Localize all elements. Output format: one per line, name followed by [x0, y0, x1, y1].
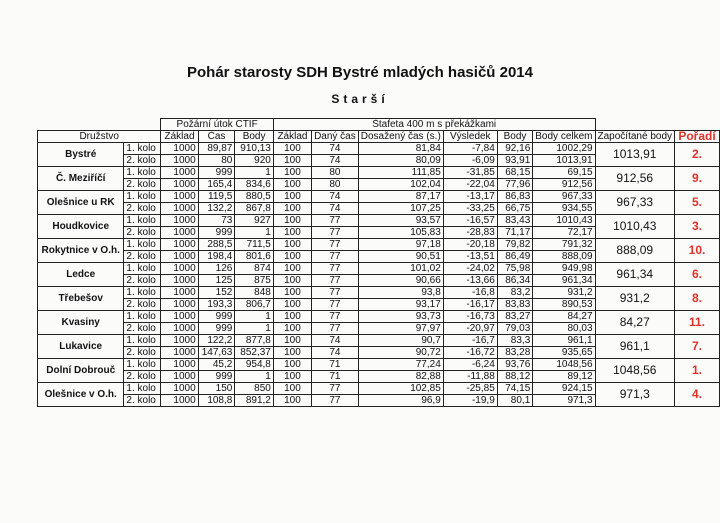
st-points-cell: 86,49: [497, 251, 533, 263]
st-points-cell: 86,34: [497, 275, 533, 287]
rank-cell: 5.: [675, 191, 720, 215]
total-points-cell: 961,1: [533, 335, 595, 347]
header-pu-base: Základ: [161, 131, 198, 143]
table-row: [38, 287, 720, 299]
st-achieved-time-cell: 90,66: [358, 275, 443, 287]
st-result-cell: -20,18: [443, 239, 497, 251]
pu-points-cell: 834,6: [235, 179, 274, 191]
pu-time-cell: 119,5: [198, 191, 235, 203]
pu-time-cell: 165,4: [198, 179, 235, 191]
pu-points-cell: 806,7: [235, 299, 274, 311]
pu-time-cell: 150: [198, 383, 235, 395]
st-achieved-time-cell: 101,02: [358, 263, 443, 275]
round-label: 2. kolo: [124, 395, 161, 407]
st-points-cell: 83,3: [497, 335, 533, 347]
st-achieved-time-cell: 90,51: [358, 251, 443, 263]
round-label: 1. kolo: [124, 263, 161, 275]
st-given-time-cell: 77: [312, 299, 359, 311]
team-name: Olešnice v O.h.: [38, 383, 124, 407]
st-given-time-cell: 77: [312, 251, 359, 263]
st-achieved-time-cell: 105,83: [358, 227, 443, 239]
counted-points-cell: 967,33: [595, 191, 675, 215]
pu-points-cell: 1: [235, 323, 274, 335]
round-label: 2. kolo: [124, 275, 161, 287]
pu-points-cell: 801,6: [235, 251, 274, 263]
st-achieved-time-cell: 93,17: [358, 299, 443, 311]
pu-base-cell: 1000: [161, 299, 198, 311]
st-result-cell: -16,72: [443, 347, 497, 359]
header-rank: Pořadí: [675, 131, 720, 143]
total-points-cell: 1002,29: [533, 143, 595, 155]
st-given-time-cell: 80: [312, 167, 359, 179]
round-label: 1. kolo: [124, 287, 161, 299]
st-points-cell: 83,2: [497, 287, 533, 299]
total-points-cell: 80,03: [533, 323, 595, 335]
table-row: [38, 263, 720, 275]
counted-points-cell: 888,09: [595, 239, 675, 263]
pu-base-cell: 1000: [161, 383, 198, 395]
round-label: 1. kolo: [124, 311, 161, 323]
st-points-cell: 83,43: [497, 215, 533, 227]
pu-time-cell: 999: [198, 167, 235, 179]
st-base-cell: 100: [273, 311, 311, 323]
round-label: 2. kolo: [124, 347, 161, 359]
pu-time-cell: 126: [198, 263, 235, 275]
table-row: [38, 215, 720, 227]
pu-points-cell: 852,37: [235, 347, 274, 359]
counted-points-cell: 1010,43: [595, 215, 675, 239]
st-base-cell: 100: [273, 155, 311, 167]
pu-time-cell: 193,3: [198, 299, 235, 311]
st-points-cell: 83,83: [497, 299, 533, 311]
pu-time-cell: 999: [198, 227, 235, 239]
counted-points-cell: 931,2: [595, 287, 675, 311]
st-given-time-cell: 71: [312, 371, 359, 383]
pu-time-cell: 89,87: [198, 143, 235, 155]
pu-time-cell: 999: [198, 323, 235, 335]
total-points-cell: 961,34: [533, 275, 595, 287]
pu-base-cell: 1000: [161, 311, 198, 323]
st-points-cell: 79,03: [497, 323, 533, 335]
round-label: 2. kolo: [124, 179, 161, 191]
st-base-cell: 100: [273, 299, 311, 311]
st-result-cell: -16,73: [443, 311, 497, 323]
category-subtitle: Starší: [331, 92, 389, 106]
table-row: [38, 383, 720, 395]
st-achieved-time-cell: 96,9: [358, 395, 443, 407]
round-label: 1. kolo: [124, 143, 161, 155]
st-achieved-time-cell: 77,24: [358, 359, 443, 371]
team-name: Bystré: [38, 143, 124, 167]
st-base-cell: 100: [273, 335, 311, 347]
st-achieved-time-cell: 97,97: [358, 323, 443, 335]
st-base-cell: 100: [273, 215, 311, 227]
pu-base-cell: 1000: [161, 227, 198, 239]
pu-points-cell: 891,2: [235, 395, 274, 407]
pu-base-cell: 1000: [161, 167, 198, 179]
counted-points-cell: 1048,56: [595, 359, 675, 383]
pu-base-cell: 1000: [161, 155, 198, 167]
pu-points-cell: 1: [235, 167, 274, 179]
rank-cell: 6.: [675, 263, 720, 287]
st-base-cell: 100: [273, 251, 311, 263]
rank-cell: 4.: [675, 383, 720, 407]
rank-cell: 2.: [675, 143, 720, 167]
pu-points-cell: 867,8: [235, 203, 274, 215]
pu-base-cell: 1000: [161, 359, 198, 371]
pu-base-cell: 1000: [161, 395, 198, 407]
team-name: Č. Meziříčí: [38, 167, 124, 191]
st-result-cell: -13,66: [443, 275, 497, 287]
header-pu-time: Čas: [198, 131, 235, 143]
pu-base-cell: 1000: [161, 347, 198, 359]
round-label: 2. kolo: [124, 323, 161, 335]
st-points-cell: 75,98: [497, 263, 533, 275]
header-pu-points: Body: [235, 131, 274, 143]
pu-base-cell: 1000: [161, 251, 198, 263]
round-label: 1. kolo: [124, 335, 161, 347]
pu-points-cell: 850: [235, 383, 274, 395]
st-achieved-time-cell: 90,7: [358, 335, 443, 347]
st-given-time-cell: 77: [312, 311, 359, 323]
pu-time-cell: 45,2: [198, 359, 235, 371]
total-points-cell: 924,15: [533, 383, 595, 395]
pu-base-cell: 1000: [161, 179, 198, 191]
st-points-cell: 71,17: [497, 227, 533, 239]
st-given-time-cell: 77: [312, 239, 359, 251]
st-base-cell: 100: [273, 395, 311, 407]
pu-time-cell: 108,8: [198, 395, 235, 407]
st-points-cell: 66,75: [497, 203, 533, 215]
rank-cell: 3.: [675, 215, 720, 239]
st-result-cell: -16,57: [443, 215, 497, 227]
st-achieved-time-cell: 82,88: [358, 371, 443, 383]
st-result-cell: -31,85: [443, 167, 497, 179]
rank-cell: 9.: [675, 167, 720, 191]
rank-cell: 8.: [675, 287, 720, 311]
pu-time-cell: 198,4: [198, 251, 235, 263]
st-points-cell: 74,15: [497, 383, 533, 395]
pu-time-cell: 147,63: [198, 347, 235, 359]
st-result-cell: -13,51: [443, 251, 497, 263]
total-points-cell: 949,98: [533, 263, 595, 275]
st-result-cell: -19,9: [443, 395, 497, 407]
round-label: 1. kolo: [124, 359, 161, 371]
pu-time-cell: 152: [198, 287, 235, 299]
pu-base-cell: 1000: [161, 335, 198, 347]
table-row: [38, 167, 720, 179]
round-label: 2. kolo: [124, 371, 161, 383]
st-achieved-time-cell: 107,25: [358, 203, 443, 215]
st-result-cell: -6,09: [443, 155, 497, 167]
st-given-time-cell: 74: [312, 347, 359, 359]
header-counted-points: Započítané body: [595, 131, 675, 143]
results-table: [37, 118, 720, 407]
st-result-cell: -25,85: [443, 383, 497, 395]
pu-base-cell: 1000: [161, 239, 198, 251]
total-points-cell: 72,17: [533, 227, 595, 239]
counted-points-cell: 912,56: [595, 167, 675, 191]
pu-time-cell: 132,2: [198, 203, 235, 215]
st-base-cell: 100: [273, 239, 311, 251]
round-label: 1. kolo: [124, 239, 161, 251]
counted-points-cell: 961,1: [595, 335, 675, 359]
total-points-cell: 967,33: [533, 191, 595, 203]
pu-time-cell: 80: [198, 155, 235, 167]
team-name: Kvasiny: [38, 311, 124, 335]
total-points-cell: 931,2: [533, 287, 595, 299]
total-points-cell: 84,27: [533, 311, 595, 323]
st-achieved-time-cell: 90,72: [358, 347, 443, 359]
st-given-time-cell: 77: [312, 215, 359, 227]
round-label: 2. kolo: [124, 299, 161, 311]
st-base-cell: 100: [273, 383, 311, 395]
st-base-cell: 100: [273, 263, 311, 275]
group-header-relay: Štafeta 400 m s překážkami: [273, 119, 595, 131]
st-points-cell: 80,1: [497, 395, 533, 407]
pu-time-cell: 999: [198, 311, 235, 323]
total-points-cell: 69,15: [533, 167, 595, 179]
st-given-time-cell: 74: [312, 143, 359, 155]
blank-cell: [38, 119, 161, 131]
total-points-cell: 890,53: [533, 299, 595, 311]
pu-points-cell: 910,13: [235, 143, 274, 155]
st-result-cell: -11,88: [443, 371, 497, 383]
st-points-cell: 83,28: [497, 347, 533, 359]
st-result-cell: -24,02: [443, 263, 497, 275]
st-result-cell: -16,7: [443, 335, 497, 347]
team-name: Olešnice u RK: [38, 191, 124, 215]
st-achieved-time-cell: 102,04: [358, 179, 443, 191]
total-points-cell: 791,32: [533, 239, 595, 251]
st-points-cell: 86,83: [497, 191, 533, 203]
st-result-cell: -7,84: [443, 143, 497, 155]
st-base-cell: 100: [273, 167, 311, 179]
table-row: [38, 335, 720, 347]
total-points-cell: 1010,43: [533, 215, 595, 227]
counted-points-cell: 84,27: [595, 311, 675, 335]
rank-cell: 1.: [675, 359, 720, 383]
st-result-cell: -6,24: [443, 359, 497, 371]
pu-base-cell: 1000: [161, 263, 198, 275]
blank-cell: [595, 119, 719, 131]
st-given-time-cell: 74: [312, 191, 359, 203]
total-points-cell: 89,12: [533, 371, 595, 383]
total-points-cell: 971,3: [533, 395, 595, 407]
pu-base-cell: 1000: [161, 143, 198, 155]
st-given-time-cell: 77: [312, 395, 359, 407]
table-row: [38, 191, 720, 203]
st-points-cell: 77,96: [497, 179, 533, 191]
st-base-cell: 100: [273, 191, 311, 203]
st-points-cell: 92,16: [497, 143, 533, 155]
st-result-cell: -16,8: [443, 287, 497, 299]
st-base-cell: 100: [273, 203, 311, 215]
pu-base-cell: 1000: [161, 287, 198, 299]
table-row: [38, 311, 720, 323]
pu-base-cell: 1000: [161, 323, 198, 335]
st-base-cell: 100: [273, 359, 311, 371]
st-given-time-cell: 80: [312, 179, 359, 191]
table-row: [38, 359, 720, 371]
st-achieved-time-cell: 102,85: [358, 383, 443, 395]
st-points-cell: 68,15: [497, 167, 533, 179]
pu-points-cell: 877,8: [235, 335, 274, 347]
st-given-time-cell: 77: [312, 275, 359, 287]
total-points-cell: 888,09: [533, 251, 595, 263]
total-points-cell: 912,56: [533, 179, 595, 191]
st-achieved-time-cell: 111,85: [358, 167, 443, 179]
counted-points-cell: 971,3: [595, 383, 675, 407]
team-name: Rokytnice v O.h.: [38, 239, 124, 263]
rank-cell: 7.: [675, 335, 720, 359]
st-result-cell: -28,83: [443, 227, 497, 239]
st-given-time-cell: 77: [312, 263, 359, 275]
pu-points-cell: 927: [235, 215, 274, 227]
st-result-cell: -22,04: [443, 179, 497, 191]
st-achieved-time-cell: 81,84: [358, 143, 443, 155]
round-label: 2. kolo: [124, 251, 161, 263]
st-points-cell: 93,76: [497, 359, 533, 371]
team-name: Houdkovice: [38, 215, 124, 239]
st-base-cell: 100: [273, 179, 311, 191]
st-achieved-time-cell: 97,18: [358, 239, 443, 251]
st-given-time-cell: 77: [312, 227, 359, 239]
total-points-cell: 934,55: [533, 203, 595, 215]
st-points-cell: 79,82: [497, 239, 533, 251]
st-points-cell: 88,12: [497, 371, 533, 383]
st-result-cell: -16,17: [443, 299, 497, 311]
pu-time-cell: 125: [198, 275, 235, 287]
st-points-cell: 83,27: [497, 311, 533, 323]
pu-time-cell: 122,2: [198, 335, 235, 347]
st-base-cell: 100: [273, 143, 311, 155]
pu-points-cell: 874: [235, 263, 274, 275]
round-label: 1. kolo: [124, 167, 161, 179]
st-achieved-time-cell: 93,57: [358, 215, 443, 227]
st-given-time-cell: 77: [312, 323, 359, 335]
header-total-points: Body celkem: [533, 131, 595, 143]
table-row: [38, 143, 720, 155]
table-row: [38, 239, 720, 251]
header-st-given-time: Daný čas: [312, 131, 359, 143]
st-base-cell: 100: [273, 323, 311, 335]
pu-base-cell: 1000: [161, 203, 198, 215]
round-label: 1. kolo: [124, 215, 161, 227]
group-header-fire-attack: Požární útok CTIF: [161, 119, 273, 131]
st-base-cell: 100: [273, 275, 311, 287]
st-base-cell: 100: [273, 227, 311, 239]
pu-points-cell: 880,5: [235, 191, 274, 203]
st-result-cell: -33,25: [443, 203, 497, 215]
header-st-achieved-time: Dosažený čas (s.): [358, 131, 443, 143]
st-base-cell: 100: [273, 371, 311, 383]
pu-base-cell: 1000: [161, 275, 198, 287]
pu-base-cell: 1000: [161, 371, 198, 383]
round-label: 1. kolo: [124, 191, 161, 203]
pu-points-cell: 848: [235, 287, 274, 299]
pu-points-cell: 1: [235, 371, 274, 383]
pu-time-cell: 73: [198, 215, 235, 227]
rank-cell: 11.: [675, 311, 720, 335]
round-label: 2. kolo: [124, 227, 161, 239]
pu-time-cell: 999: [198, 371, 235, 383]
st-achieved-time-cell: 87,17: [358, 191, 443, 203]
total-points-cell: 935,65: [533, 347, 595, 359]
st-given-time-cell: 77: [312, 287, 359, 299]
counted-points-cell: 961,34: [595, 263, 675, 287]
header-st-base: Základ: [273, 131, 311, 143]
header-st-points: Body: [497, 131, 533, 143]
team-name: Dolní Dobrouč: [38, 359, 124, 383]
pu-points-cell: 920: [235, 155, 274, 167]
st-base-cell: 100: [273, 347, 311, 359]
pu-points-cell: 1: [235, 227, 274, 239]
pu-time-cell: 288,5: [198, 239, 235, 251]
team-name: Ledce: [38, 263, 124, 287]
st-points-cell: 93,91: [497, 155, 533, 167]
st-result-cell: -13,17: [443, 191, 497, 203]
round-label: 2. kolo: [124, 203, 161, 215]
st-base-cell: 100: [273, 287, 311, 299]
pu-points-cell: 1: [235, 311, 274, 323]
pu-base-cell: 1000: [161, 215, 198, 227]
round-label: 1. kolo: [124, 383, 161, 395]
round-label: 2. kolo: [124, 155, 161, 167]
counted-points-cell: 1013,91: [595, 143, 675, 167]
pu-points-cell: 954,8: [235, 359, 274, 371]
header-team: Družstvo: [38, 131, 161, 143]
st-given-time-cell: 74: [312, 335, 359, 347]
pu-points-cell: 875: [235, 275, 274, 287]
st-given-time-cell: 77: [312, 383, 359, 395]
st-achieved-time-cell: 93,73: [358, 311, 443, 323]
page-title: Pohár starosty SDH Bystré mladých hasičů 2014: [187, 64, 533, 81]
pu-base-cell: 1000: [161, 191, 198, 203]
header-st-result: Výsledek: [443, 131, 497, 143]
team-name: Lukavice: [38, 335, 124, 359]
st-given-time-cell: 74: [312, 155, 359, 167]
pu-points-cell: 711,5: [235, 239, 274, 251]
st-achieved-time-cell: 93,8: [358, 287, 443, 299]
st-achieved-time-cell: 80,09: [358, 155, 443, 167]
total-points-cell: 1013,91: [533, 155, 595, 167]
st-given-time-cell: 71: [312, 359, 359, 371]
st-result-cell: -20,97: [443, 323, 497, 335]
team-name: Třebešov: [38, 287, 124, 311]
rank-cell: 10.: [675, 239, 720, 263]
total-points-cell: 1048,56: [533, 359, 595, 371]
st-given-time-cell: 74: [312, 203, 359, 215]
